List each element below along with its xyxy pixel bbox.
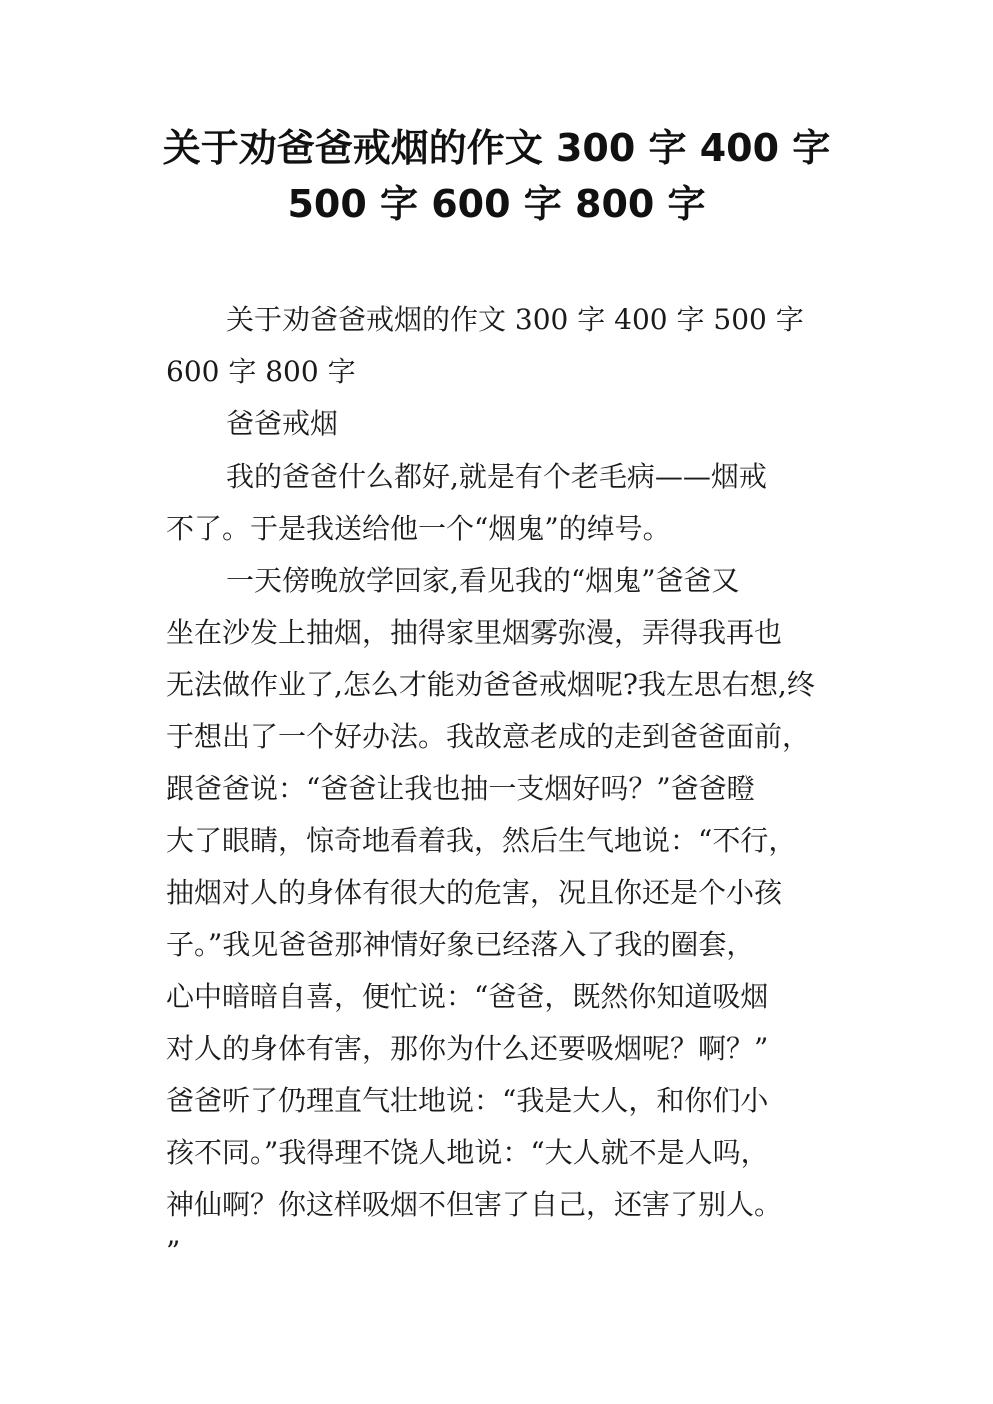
text-line: 爸爸听了仍理直气壮地说：“我是大人，和你们小 <box>166 1084 769 1117</box>
text-line: 不了。于是我送给他一个“烟鬼”的绰号。 <box>166 512 671 545</box>
text-line: 神仙啊？你这样吸烟不但害了自己，还害了别人。 <box>166 1188 783 1221</box>
text-line: 我的爸爸什么都好,就是有个老毛病——烟戒 <box>226 460 767 493</box>
text-line: ” <box>166 1235 181 1268</box>
text-line: 孩不同。”我得理不饶人地说：“大人就不是人吗， <box>166 1136 769 1169</box>
text-line: 跟爸爸说：“爸爸让我也抽一支烟好吗？”爸爸瞪 <box>166 772 755 805</box>
text-line: 对人的身体有害，那你为什么还要吸烟呢？啊？” <box>166 1032 769 1065</box>
text-line: 600 字 800 字 <box>166 355 356 388</box>
text-line: 无法做作业了,怎么才能劝爸爸戒烟呢?我左思右想,终 <box>166 668 815 701</box>
text-line: 一天傍晚放学回家,看见我的“烟鬼”爸爸又 <box>226 564 740 597</box>
text-line: 抽烟对人的身体有很大的危害，况且你还是个小孩 <box>166 876 783 909</box>
text-line: 子。”我见爸爸那神情好象已经落入了我的圈套， <box>166 928 755 961</box>
document-title <box>0 120 993 232</box>
text-line: 大了眼睛，惊奇地看着我，然后生气地说：“不行， <box>166 824 797 857</box>
title-line-1: 关于劝爸爸戒烟的作文 300 字 400 字 <box>162 126 831 170</box>
text-line: 关于劝爸爸戒烟的作文 300 字 400 字 500 字 <box>226 303 804 336</box>
section-heading: 爸爸戒烟 <box>226 407 339 440</box>
title-line-2: 500 字 600 字 800 字 <box>287 182 706 226</box>
text-line: 坐在沙发上抽烟，抽得家里烟雾弥漫，弄得我再也 <box>166 616 783 649</box>
text-line: 于想出了一个好办法。我故意老成的走到爸爸面前， <box>166 720 811 753</box>
text-line: 心中暗暗自喜，便忙说：“爸爸，既然你知道吸烟 <box>166 980 769 1013</box>
